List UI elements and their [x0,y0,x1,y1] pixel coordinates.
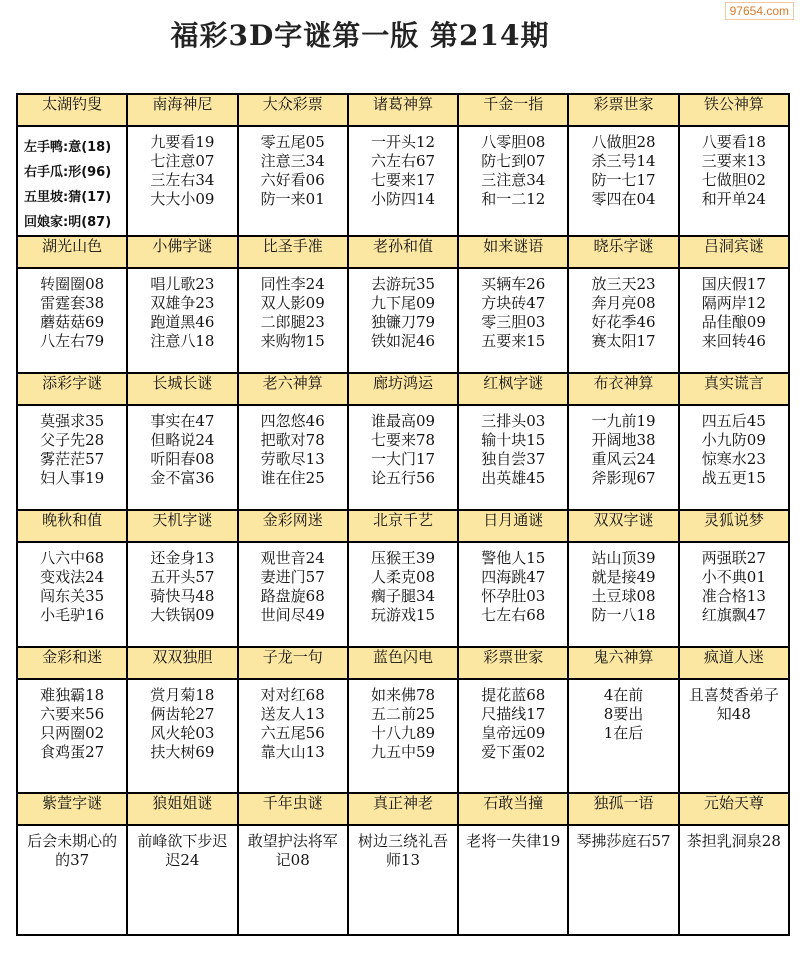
puzzle-line: 雾茫茫57 [40,450,105,468]
puzzle-cell [568,126,678,236]
column-title: 日月通谜 [458,510,568,542]
content-row [17,405,789,510]
puzzle-line: 人柔克08 [370,568,436,586]
puzzle-line: 七左右68 [481,606,546,624]
column-title: 天机字谜 [127,510,237,542]
puzzle-line: 防一八18 [591,606,656,624]
puzzle-line: 铁如泥46 [370,332,436,350]
puzzle-line: 变戏法24 [40,568,105,586]
header-row [17,510,789,542]
column-title: 蓝色闪电 [348,647,458,679]
puzzle-cell [679,405,789,510]
puzzle-line: 爱下蛋02 [481,743,546,761]
puzzle-cell [458,679,568,793]
puzzle-line: 七要来78 [370,431,436,449]
column-title: 小佛字谜 [127,236,237,268]
puzzle-lines [680,406,788,488]
puzzle-line: 出英雄45 [481,469,546,487]
puzzle-line: 隔两岸12 [701,294,766,312]
puzzle-line: 六左右67 [370,152,436,170]
puzzle-cell [458,542,568,647]
puzzle-line: 赛太阳17 [591,332,656,350]
puzzle-line: 来购物15 [260,332,325,350]
column-title: 元始天尊 [679,793,789,825]
puzzle-lines [349,269,457,351]
puzzle-line: 品佳酿09 [701,313,766,331]
content-row [17,126,789,236]
puzzle-lines [680,127,788,209]
column-title: 比圣手准 [238,236,348,268]
puzzle-line: 五要来15 [481,332,546,350]
puzzle-cell [679,679,789,793]
column-title: 独孤一语 [568,793,678,825]
puzzle-line: 输十块15 [481,431,546,449]
puzzle-cell [127,268,237,373]
column-title: 真实谎言 [679,373,789,405]
puzzle-line: 但略说24 [150,431,215,449]
puzzle-cell [348,825,458,935]
puzzle-line: 三左右34 [150,171,215,189]
puzzle-line: 注意三34 [260,152,325,170]
puzzle-cell [348,268,458,373]
puzzle-line: 重风云24 [591,450,656,468]
column-title: 红枫字谜 [458,373,568,405]
column-title: 鬼六神算 [568,647,678,679]
puzzle-lines [239,269,347,351]
puzzle-line: 土豆球08 [591,587,656,605]
column-title: 大众彩票 [238,94,348,126]
puzzle-line: 靠大山13 [260,743,325,761]
puzzle-line: 七注意07 [150,152,215,170]
puzzle-cell [17,825,127,935]
puzzle-line: 瘸子腿34 [370,587,436,605]
column-title: 布衣神算 [568,373,678,405]
puzzle-line: 怀孕肚03 [481,587,546,605]
puzzle-cell [127,405,237,510]
puzzle-line: 两强联27 [701,549,766,567]
puzzle-cell [238,825,348,935]
puzzle-line: 雷霆套38 [40,294,105,312]
puzzle-lines [569,269,677,351]
puzzle-cell [679,268,789,373]
puzzle-lines [128,680,236,762]
puzzle-lines [18,127,126,235]
header-row [17,94,789,126]
puzzle-line: 八做胆28 [591,133,656,151]
column-title: 老六神算 [238,373,348,405]
puzzle-table [16,93,790,936]
puzzle-lines [459,406,567,488]
puzzle-line: 玩游戏15 [370,606,436,624]
puzzle-line: 跑道黑46 [150,313,215,331]
content-row [17,679,789,793]
puzzle-line: 琴拂莎庭石57 [576,832,671,850]
puzzle-line: 买辆车26 [481,275,546,293]
puzzle-line: 六五尾56 [260,724,325,742]
puzzle-cell [238,679,348,793]
puzzle-line: 六要来56 [40,705,105,723]
puzzle-line: 送友人13 [260,705,325,723]
content-row [17,825,789,935]
puzzle-cell [568,825,678,935]
puzzle-lines [239,406,347,488]
puzzle-line: 好花季46 [591,313,656,331]
page-title: 福彩3D字谜第一版 第214期 [170,19,550,52]
column-title: 疯道人迷 [679,647,789,679]
puzzle-line: 国庆假17 [701,275,766,293]
column-title: 如来谜语 [458,236,568,268]
column-title: 彩票世家 [568,94,678,126]
puzzle-lines [680,269,788,351]
puzzle-cell [458,268,568,373]
puzzle-line: 树边三绕礼吾师13 [357,832,448,869]
puzzle-cell [127,825,237,935]
puzzle-cell [348,126,458,236]
puzzle-line: 来回转46 [701,332,766,350]
puzzle-line: 尺描线17 [481,705,546,723]
puzzle-line: 扶大树69 [150,743,215,761]
puzzle-line: 右手瓜:形(96) [24,165,112,180]
puzzle-line: 小毛驴16 [40,606,105,624]
puzzle-line: 俩齿轮27 [150,705,215,723]
puzzle-line: 九下尾09 [370,294,436,312]
puzzle-line: 防一七17 [591,171,656,189]
column-title: 双双字谜 [568,510,678,542]
puzzle-line: 如来佛78 [370,686,436,704]
puzzle-cell [127,542,237,647]
puzzle-line: 回娘家:明(87) [24,215,112,230]
puzzle-line: 骑快马48 [150,587,215,605]
puzzle-line: 斧影现67 [591,469,656,487]
puzzle-line: 左手鸭:意(18) [24,140,112,155]
puzzle-cell [348,542,458,647]
puzzle-line: 金不富36 [150,469,215,487]
puzzle-line: 站山顶39 [591,549,656,567]
puzzle-line: 1在后 [603,724,644,742]
puzzle-lines [680,543,788,625]
content-row [17,542,789,647]
puzzle-lines [18,406,126,488]
column-title: 紫萱字谜 [17,793,127,825]
puzzle-line: 四海跳47 [481,568,546,586]
column-title: 双双独胆 [127,647,237,679]
puzzle-cell [127,679,237,793]
column-title: 廊坊鸿运 [348,373,458,405]
content-row [17,268,789,373]
puzzle-line: 且喜焚香弟子知48 [688,686,779,723]
puzzle-lines [569,543,677,625]
puzzle-lines [459,269,567,351]
puzzle-line: 去游玩35 [370,275,436,293]
puzzle-line: 一开头12 [370,133,436,151]
puzzle-line: 九五中59 [370,743,436,761]
puzzle-cell [458,405,568,510]
puzzle-line: 同性李24 [260,275,325,293]
puzzle-line: 前峰欲下步迟迟24 [137,832,228,869]
puzzle-line: 八左右79 [40,332,105,350]
puzzle-lines [128,127,236,209]
puzzle-lines [349,127,457,209]
puzzle-lines [569,406,677,488]
puzzle-line: 三排头03 [481,412,546,430]
puzzle-line: 八零胆08 [481,133,546,151]
puzzle-lines [18,543,126,625]
puzzle-line: 路盘旋68 [260,587,325,605]
column-title: 太湖钓叟 [17,94,127,126]
puzzle-line: 只两圈02 [40,724,105,742]
puzzle-line: 老将一失律19 [466,832,561,850]
column-title: 灵狐说梦 [679,510,789,542]
puzzle-cell [679,126,789,236]
column-title: 南海神尼 [127,94,237,126]
puzzle-line: 蘑菇菇69 [40,313,105,331]
puzzle-line: 警他人15 [481,549,546,567]
puzzle-line: 提花蓝68 [481,686,546,704]
puzzle-cell [348,405,458,510]
puzzle-line: 七做胆02 [701,171,766,189]
puzzle-line: 父子先28 [40,431,105,449]
puzzle-line: 红旗飘47 [701,606,766,624]
puzzle-line: 奔月亮08 [591,294,656,312]
puzzle-cell [568,405,678,510]
puzzle-line: 谁在住25 [260,469,325,487]
puzzle-cell [238,405,348,510]
puzzle-lines [128,543,236,625]
puzzle-lines [128,269,236,351]
puzzle-lines [18,680,126,762]
puzzle-line: 对对红68 [260,686,325,704]
puzzle-cell [679,825,789,935]
puzzle-line: 五二前25 [370,705,436,723]
puzzle-line: 大大小09 [150,190,215,208]
column-title: 北京千艺 [348,510,458,542]
header-row [17,647,789,679]
puzzle-line: 论五行56 [370,469,436,487]
puzzle-line: 世间尽49 [260,606,325,624]
puzzle-line: 四忽悠46 [260,412,325,430]
puzzle-line: 开阔地38 [591,431,656,449]
puzzle-lines [239,680,347,762]
puzzle-line: 闯东关35 [40,587,105,605]
puzzle-line: 三注意34 [481,171,546,189]
puzzle-cell [238,126,348,236]
puzzle-cell [17,679,127,793]
puzzle-line: 防一来01 [260,190,325,208]
puzzle-line: 二郎腿23 [260,313,325,331]
puzzle-cell [679,542,789,647]
puzzle-line: 皇帝远09 [481,724,546,742]
header-row [17,793,789,825]
puzzle-line: 六好看06 [260,171,325,189]
column-title: 真正神老 [348,793,458,825]
puzzle-cell [568,542,678,647]
puzzle-lines [349,680,457,762]
column-title: 长城长谜 [127,373,237,405]
puzzle-line: 注意八18 [150,332,215,350]
puzzle-line: 一九前19 [591,412,656,430]
puzzle-line: 双雄争23 [150,294,215,312]
puzzle-cell [568,679,678,793]
puzzle-line: 零五尾05 [260,133,325,151]
puzzle-lines [569,127,677,209]
puzzle-line: 食鸡蛋27 [40,743,105,761]
puzzle-line: 赏月菊18 [150,686,215,704]
puzzle-lines [459,127,567,209]
puzzle-line: 8要出 [603,705,644,723]
puzzle-line: 茶担乳洞泉28 [686,832,781,850]
puzzle-line: 独镰刀79 [370,313,436,331]
puzzle-line: 事实在47 [150,412,215,430]
puzzle-lines [18,826,126,870]
puzzle-line: 莫强求35 [40,412,105,430]
puzzle-line: 风火轮03 [150,724,215,742]
puzzle-lines [239,127,347,209]
puzzle-line: 观世音24 [260,549,325,567]
puzzle-lines [569,826,677,851]
puzzle-cell [568,268,678,373]
puzzle-lines [569,680,677,743]
column-title: 铁公神算 [679,94,789,126]
puzzle-cell [238,542,348,647]
column-title: 晓乐字谜 [568,236,678,268]
puzzle-line: 五里坡:猜(17) [24,190,112,205]
puzzle-line: 后会未期心的的37 [27,832,118,869]
puzzle-line: 把歌对78 [260,431,325,449]
puzzle-line: 压猴王39 [370,549,436,567]
puzzle-line: 听阳春08 [150,450,215,468]
puzzle-line: 妇人事19 [40,469,105,487]
puzzle-line: 三要来13 [701,152,766,170]
puzzle-line: 小九防09 [701,431,766,449]
column-title: 子龙一句 [238,647,348,679]
column-title: 吕洞宾谜 [679,236,789,268]
puzzle-cell [17,542,127,647]
puzzle-lines [459,680,567,762]
puzzle-lines [239,543,347,625]
column-title: 狼姐姐谜 [127,793,237,825]
puzzle-line: 战五更15 [701,469,766,487]
puzzle-line: 准合格13 [701,587,766,605]
puzzle-line: 谁最高09 [370,412,436,430]
puzzle-lines [349,826,457,870]
puzzle-cell [238,268,348,373]
puzzle-lines [128,826,236,870]
column-title: 晚秋和值 [17,510,127,542]
column-title: 添彩字谜 [17,373,127,405]
puzzle-cell [17,268,127,373]
header-row [17,373,789,405]
puzzle-line: 十八九89 [370,724,436,742]
puzzle-line: 还金身13 [150,549,215,567]
puzzle-line: 小防四14 [370,190,436,208]
puzzle-lines [680,680,788,724]
column-title: 千年虫谜 [238,793,348,825]
puzzle-lines [349,406,457,488]
puzzle-line: 放三天23 [591,275,656,293]
puzzle-lines [459,543,567,625]
puzzle-line: 七要来17 [370,171,436,189]
puzzle-cell [17,126,127,236]
puzzle-lines [239,826,347,870]
puzzle-line: 五开头57 [150,568,215,586]
puzzle-line: 四五后45 [701,412,766,430]
puzzle-line: 转圈圈08 [40,275,105,293]
column-title: 石敢当撞 [458,793,568,825]
puzzle-line: 双人影09 [260,294,325,312]
puzzle-line: 八六中68 [40,549,105,567]
column-title: 金彩和迷 [17,647,127,679]
puzzle-lines [18,269,126,351]
puzzle-line: 小不典01 [701,568,766,586]
puzzle-cell [458,825,568,935]
puzzle-line: 九要看19 [150,133,215,151]
puzzle-cell [348,679,458,793]
puzzle-cell [17,405,127,510]
puzzle-line: 劳歌尽13 [260,450,325,468]
column-title: 老孙和值 [348,236,458,268]
puzzle-cell [458,126,568,236]
puzzle-lines [680,826,788,851]
puzzle-line: 方块砖47 [481,294,546,312]
puzzle-line: 惊寒水23 [701,450,766,468]
puzzle-line: 和开单24 [701,190,766,208]
puzzle-line: 4在前 [603,686,644,704]
puzzle-line: 唱儿歌23 [150,275,215,293]
puzzle-lines [349,543,457,625]
puzzle-line: 独自尝37 [481,450,546,468]
puzzle-line: 就是接49 [591,568,656,586]
puzzle-line: 妻进门57 [260,568,325,586]
puzzle-line: 零四在04 [591,190,656,208]
puzzle-line: 敢望护法将军记08 [247,832,338,869]
header-row [17,236,789,268]
puzzle-line: 八要看18 [701,133,766,151]
puzzle-line: 杀三号14 [591,152,656,170]
column-title: 湖光山色 [17,236,127,268]
puzzle-line: 一大门17 [370,450,436,468]
puzzle-line: 大铁锅09 [150,606,215,624]
puzzle-lines [459,826,567,851]
column-title: 千金一指 [458,94,568,126]
puzzle-cell [127,126,237,236]
column-title: 金彩网迷 [238,510,348,542]
puzzle-line: 难独霸18 [40,686,105,704]
puzzle-line: 和一二12 [481,190,546,208]
site-watermark: 97654.com [725,2,794,20]
puzzle-lines [128,406,236,488]
puzzle-line: 防七到07 [481,152,546,170]
column-title: 诸葛神算 [348,94,458,126]
puzzle-line: 零三胆03 [481,313,546,331]
column-title: 彩票世家 [458,647,568,679]
